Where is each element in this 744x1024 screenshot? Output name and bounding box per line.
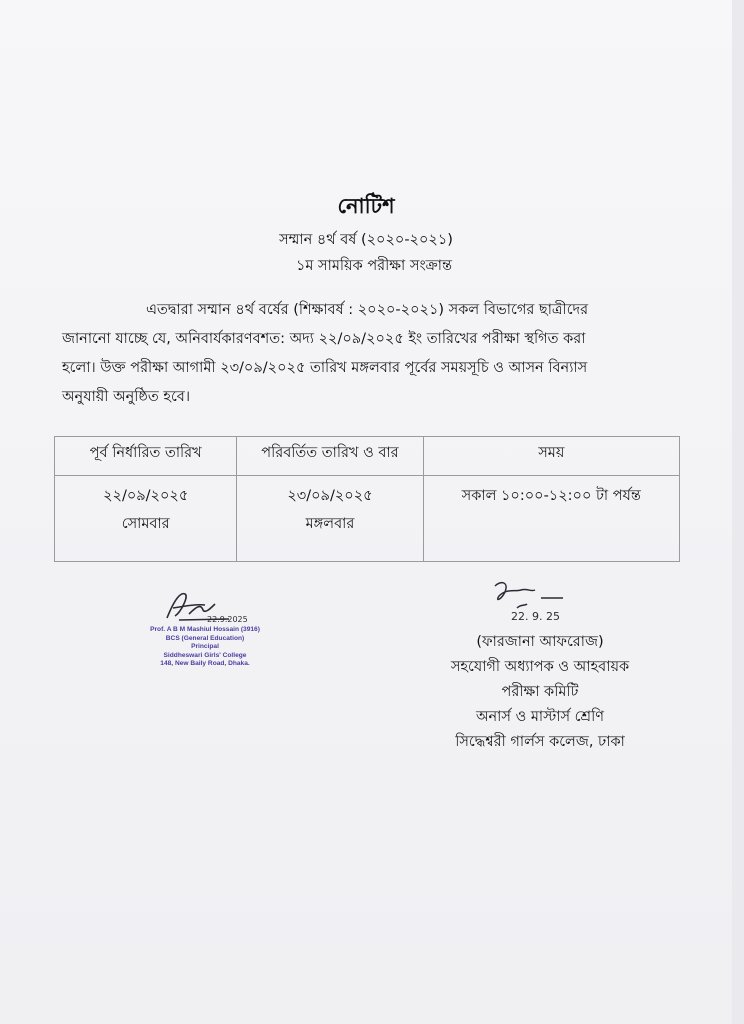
cell-time (423, 476, 679, 562)
principal-signature (145, 588, 265, 624)
convener-college: সিদ্ধেশ্বরী গার্লস কলেজ, ঢাকা (455, 734, 625, 750)
cell-previous-date (55, 476, 237, 562)
stamp-line: Siddheswari Girls' College (163, 651, 247, 659)
stamp-line: BCS (General Education) (165, 634, 245, 642)
convener-signature-block (420, 578, 660, 755)
convener-level: অনার্স ও মাস্টার্স শ্রেণি (475, 709, 605, 725)
cell-new-date (237, 476, 423, 562)
principal-stamp (120, 626, 290, 669)
convener-committee: পরীক্ষা কমিটি (501, 684, 579, 700)
schedule-row (55, 476, 680, 562)
header-time: সময় (423, 437, 679, 476)
notice-subtitle-exam: ১ম সাময়িক পরীক্ষা সংক্রান্ত (295, 258, 453, 274)
principal-signature-date: 22.9.2025 (207, 615, 248, 624)
stamp-line: Prof. A B M Mashiul Hossain (3916) (150, 626, 260, 633)
notice-body (62, 296, 680, 412)
notice-body-line: হলো। উক্ত পরীক্ষা আগামী ২৩/০৯/২০২৫ তারিখ মঙ্গলবার পূর্বের সময়সূচি ও আসন বিন্যাস (62, 360, 588, 376)
notice-subtitle-class: সম্মান ৪র্থ বর্ষ (২০২০-২০২১) (279, 232, 453, 248)
convener-name: (ফারজানা আফরোজ) (476, 634, 604, 650)
stamp-line: 148, New Baily Road, Dhaka. (160, 660, 250, 668)
notice-body-line: জানানো যাচ্ছে যে, অনিবার্যকারণবশত: অদ্য ২২/০৯/২০২৫ ইং তারিখের পরীক্ষা স্থগিত করা (62, 331, 586, 347)
exam-time: সকাল ১০:০০-১২:০০ টা পর্যন্ত (461, 488, 641, 504)
previous-day: সোমবার (121, 516, 170, 532)
notice-body-line: এতদ্বারা সম্মান ৪র্থ বর্ষের (শিক্ষাবর্ষ : ২০২০-২০২১) সকল বিভাগের ছাত্রীদের (146, 302, 589, 318)
header-previous-date: পূর্ব নির্ধারিত তারিখ (55, 437, 237, 476)
new-date: ২৩/০৯/২০২৫ (287, 488, 373, 504)
schedule-table (54, 436, 680, 562)
convener-signature-date: 22. 9. 25 (511, 610, 560, 623)
header-new-date: পরিবর্তিত তারিখ ও বার (237, 437, 423, 476)
notice-body-line: অনুযায়ী অনুষ্ঠিত হবে। (62, 389, 191, 405)
convener-signature (465, 578, 615, 624)
stamp-line: Principal (191, 643, 219, 651)
notice-title: নোটিশ (337, 194, 395, 218)
convener-designation: সহযোগী অধ্যাপক ও আহবায়ক (450, 659, 630, 675)
new-day: মঙ্গলবার (305, 516, 355, 532)
schedule-header-row (55, 437, 680, 476)
previous-date: ২২/০৯/২০২৫ (103, 488, 189, 504)
principal-signature-block (120, 588, 290, 669)
scan-edge (732, 0, 744, 1024)
